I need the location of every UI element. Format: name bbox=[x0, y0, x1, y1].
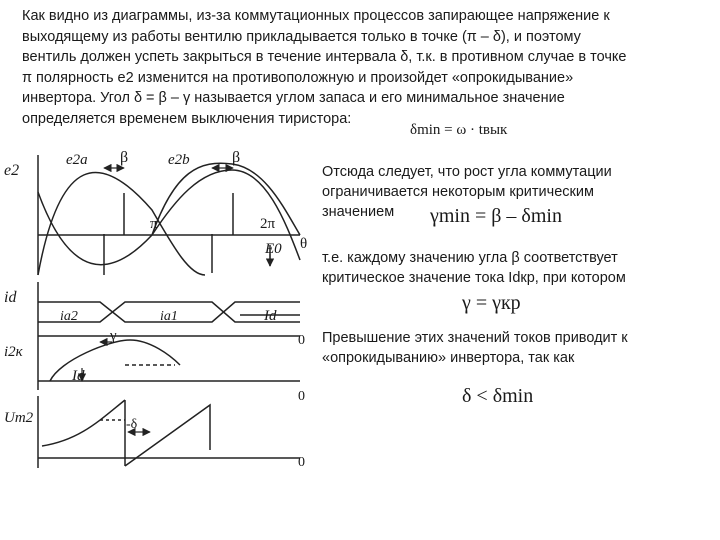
label-i2k: i2к bbox=[4, 344, 23, 360]
ut2-curve-2 bbox=[125, 405, 210, 466]
formula-delta-min: δmin = ω · tвык bbox=[410, 122, 508, 138]
label-Ut2: Uт2 bbox=[4, 410, 34, 426]
label-ia1: ia1 bbox=[160, 309, 178, 324]
i2k-curve bbox=[50, 340, 180, 381]
right-paragraph-3: Превышение этих значений токов приводит к «опрокидыванию» инвертора, так как bbox=[322, 330, 628, 366]
label-Id-right: Id bbox=[264, 308, 277, 324]
right-paragraph-2: т.е. каждому значению угла β соответствует критическое значение тока Idкр, при котором bbox=[322, 250, 626, 286]
label-e2b: e2b bbox=[168, 152, 190, 168]
formula-delta-less: δ < δmin bbox=[462, 385, 534, 407]
label-id: id bbox=[4, 289, 17, 306]
e2b-curve bbox=[152, 163, 300, 235]
label-theta: θ bbox=[300, 236, 308, 252]
ut2-curve-1 bbox=[42, 400, 125, 446]
label-Id-arrow: Id bbox=[72, 368, 85, 384]
commutation-diagram bbox=[0, 150, 320, 540]
label-e2a: e2a bbox=[66, 152, 88, 168]
intro-line-5: инвертора. Угол δ = β – γ называется углом запаса и его минимальное значение bbox=[22, 90, 565, 106]
intro-line-2: выходящему из работы вентилю прикладывается только в точке (π – δ), и поэтому bbox=[22, 28, 581, 45]
label-beta-2: β bbox=[232, 150, 241, 166]
formula-gamma-kr: γ = γкр bbox=[462, 292, 521, 314]
intro-line-1: Как видно из диаграммы, из-за коммутационных процессов запирающее напряжение к bbox=[22, 8, 610, 24]
label-pi: π bbox=[150, 216, 158, 232]
label-zero-2: 0 bbox=[298, 389, 305, 404]
label-beta-1: β bbox=[120, 150, 129, 166]
label-2pi: 2π bbox=[260, 216, 276, 232]
label-zero-3: 0 bbox=[298, 455, 305, 470]
intro-line-4: π полярность e2 изменится на противоположную и произойдет «опрокидывание» bbox=[22, 69, 574, 86]
intro-line-6: определяется временем выключения тиристора: bbox=[22, 110, 352, 127]
label-e2: e2 bbox=[4, 162, 20, 179]
label-E0: E0 bbox=[265, 241, 282, 257]
formula-gamma-min: γmin = β – δmin bbox=[430, 205, 562, 227]
label-zero-1: 0 bbox=[298, 333, 305, 348]
label-minus-delta: -δ bbox=[126, 417, 138, 432]
label-ia2: ia2 bbox=[60, 309, 78, 324]
label-gamma: γ bbox=[110, 328, 117, 344]
right-paragraph-1: Отсюда следует, что рост угла коммутации ограничивается некоторым критическим значением bbox=[322, 164, 612, 220]
intro-paragraph bbox=[22, 6, 698, 129]
intro-line-3: вентиль должен успеть закрыться в течение интервала δ, т.к. в противном случае в точке bbox=[22, 49, 627, 65]
